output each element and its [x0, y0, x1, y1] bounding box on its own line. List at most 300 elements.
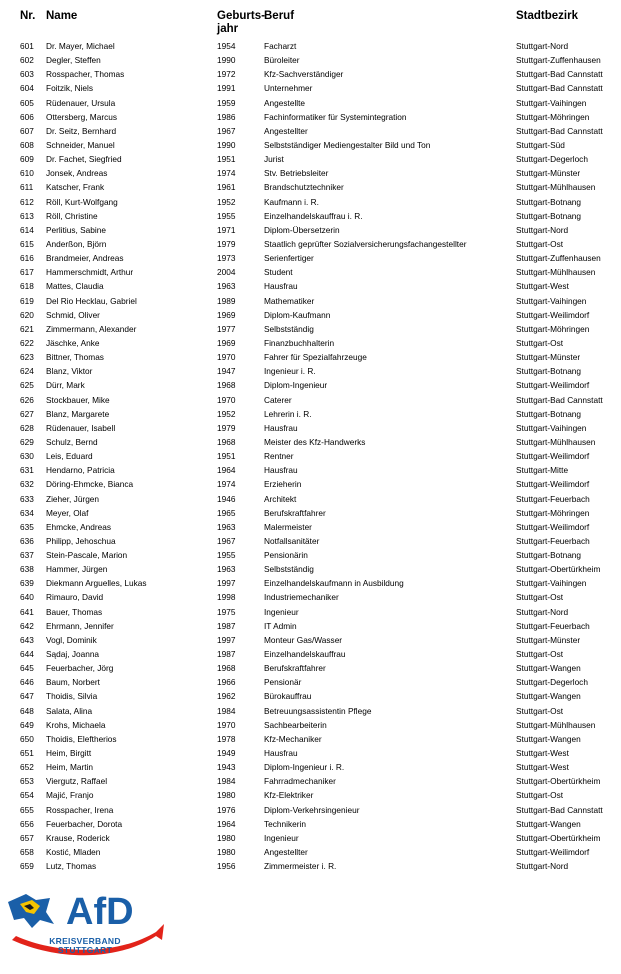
cell-name: Sądaj, Joanna — [46, 649, 100, 660]
cell-nr: 626 — [20, 394, 34, 405]
table-row — [0, 237, 621, 251]
cell-nr: 615 — [20, 238, 34, 249]
cell-name: Anderßon, Björn — [46, 238, 107, 249]
cell-occupation: Architekt — [264, 493, 297, 504]
cell-district: Stuttgart-Weilimdorf — [516, 479, 590, 490]
cell-birth-year: 1979 — [217, 238, 236, 249]
cell-nr: 648 — [20, 705, 34, 716]
cell-name: Röll, Kurt-Wolfgang — [46, 196, 118, 207]
cell-name: Ottersberg, Marcus — [46, 111, 118, 122]
table-row — [0, 265, 621, 279]
cell-birth-year: 1971 — [217, 224, 236, 235]
cell-birth-year: 1991 — [217, 83, 236, 94]
cell-nr: 635 — [20, 521, 34, 532]
cell-nr: 655 — [20, 804, 34, 815]
cell-birth-year: 1956 — [217, 861, 236, 872]
cell-district: Stuttgart-West — [516, 281, 569, 292]
cell-name: Lutz, Thomas — [46, 861, 97, 872]
table-row — [0, 774, 621, 788]
cell-occupation: Hausfrau — [264, 748, 298, 759]
cell-district: Stuttgart-Süd — [516, 139, 565, 150]
cell-birth-year: 1970 — [217, 394, 236, 405]
table-row — [0, 788, 621, 802]
cell-district: Stuttgart-Nord — [516, 861, 569, 872]
cell-nr: 659 — [20, 861, 34, 872]
cell-occupation: Mathematiker — [264, 295, 315, 306]
cell-district: Stuttgart-Botnang — [516, 550, 582, 561]
afd-wordmark: AfD — [66, 891, 134, 933]
cell-occupation: Kfz-Sachverständiger — [264, 69, 344, 80]
cell-nr: 622 — [20, 337, 34, 348]
cell-occupation: Fachinformatiker für Systemintegration — [264, 111, 407, 122]
cell-occupation: Ingenieur — [264, 832, 299, 843]
table-row — [0, 39, 621, 53]
cell-name: Rüdenauer, Ursula — [46, 97, 116, 108]
table-row — [0, 492, 621, 506]
cell-occupation: Pensionärin — [264, 550, 308, 561]
table-row — [0, 803, 621, 817]
cell-district: Stuttgart-Weilimdorf — [516, 309, 590, 320]
cell-nr: 641 — [20, 606, 34, 617]
cell-district: Stuttgart-Zuffenhausen — [516, 55, 601, 66]
cell-birth-year: 1946 — [217, 493, 236, 504]
cell-nr: 639 — [20, 578, 34, 589]
cell-occupation: Diplom-Kaufmann — [264, 309, 331, 320]
cell-occupation: Monteur Gas/Wasser — [264, 634, 343, 645]
cell-name: Ehrmann, Jennifer — [46, 620, 114, 631]
table-row — [0, 831, 621, 845]
cell-district: Stuttgart-Vaihingen — [516, 578, 587, 589]
cell-name: Philipp, Jehoschua — [46, 535, 116, 546]
cell-nr: 602 — [20, 55, 34, 66]
table-row — [0, 223, 621, 237]
cell-birth-year: 1973 — [217, 253, 236, 264]
cell-nr: 631 — [20, 465, 34, 476]
cell-occupation: Hausfrau — [264, 465, 298, 476]
cell-birth-year: 1943 — [217, 762, 236, 773]
table-row — [0, 393, 621, 407]
cell-name: Bittner, Thomas — [46, 352, 104, 363]
cell-occupation: Hausfrau — [264, 422, 298, 433]
header-birth-year-line2: jahr — [217, 23, 239, 35]
cell-district: Stuttgart-West — [516, 748, 569, 759]
cell-district: Stuttgart-Mühlhausen — [516, 436, 596, 447]
cell-district: Stuttgart-Weilimdorf — [516, 451, 590, 462]
cell-district: Stuttgart-Wangen — [516, 818, 581, 829]
cell-nr: 658 — [20, 847, 34, 858]
header-name: Name — [46, 10, 78, 22]
cell-birth-year: 1969 — [217, 309, 236, 320]
cell-name: Zimmermann, Alexander — [46, 323, 137, 334]
cell-birth-year: 1952 — [217, 408, 236, 419]
cell-birth-year: 1963 — [217, 281, 236, 292]
table-row — [0, 336, 621, 350]
cell-nr: 656 — [20, 818, 34, 829]
cell-name: Del Rio Hecklau, Gabriel — [46, 295, 137, 306]
cell-nr: 638 — [20, 564, 34, 575]
cell-birth-year: 1975 — [217, 606, 236, 617]
header-nr: Nr. — [20, 10, 36, 22]
cell-nr: 617 — [20, 267, 34, 278]
cell-nr: 629 — [20, 436, 34, 447]
cell-birth-year: 1970 — [217, 719, 236, 730]
cell-birth-year: 1969 — [217, 337, 236, 348]
cell-name: Foitzik, Niels — [46, 83, 94, 94]
cell-nr: 623 — [20, 352, 34, 363]
logo-line-kreisverband: KREISVERBAND — [49, 936, 121, 946]
cell-occupation: Meister des Kfz-Handwerks — [264, 436, 366, 447]
table-row — [0, 449, 621, 463]
table-row — [0, 760, 621, 774]
cell-birth-year: 1955 — [217, 550, 236, 561]
cell-birth-year: 1977 — [217, 323, 236, 334]
cell-name: Krohs, Michaela — [46, 719, 106, 730]
table-row — [0, 251, 621, 265]
cell-nr: 650 — [20, 733, 34, 744]
table-row — [0, 421, 621, 435]
cell-district: Stuttgart-Obertürkheim — [516, 832, 601, 843]
cell-nr: 632 — [20, 479, 34, 490]
cell-name: Feuerbacher, Jörg — [46, 663, 114, 674]
cell-birth-year: 1966 — [217, 677, 236, 688]
cell-birth-year: 1961 — [217, 182, 236, 193]
table-row — [0, 732, 621, 746]
cell-birth-year: 1965 — [217, 507, 236, 518]
cell-district: Stuttgart-Münster — [516, 634, 581, 645]
cell-district: Stuttgart-Ost — [516, 337, 564, 348]
cell-name: Diekmann Arguelles, Lukas — [46, 578, 147, 589]
cell-district: Stuttgart-Ost — [516, 705, 564, 716]
cell-nr: 642 — [20, 620, 34, 631]
table-row — [0, 138, 621, 152]
cell-name: Dr. Seitz, Bernhard — [46, 125, 117, 136]
cell-nr: 646 — [20, 677, 34, 688]
cell-birth-year: 1962 — [217, 691, 236, 702]
table-row — [0, 562, 621, 576]
cell-birth-year: 1997 — [217, 634, 236, 645]
table-row — [0, 364, 621, 378]
table-row — [0, 675, 621, 689]
cell-name: Hammerschmidt, Arthur — [46, 267, 134, 278]
cell-name: Majić, Franjo — [46, 790, 94, 801]
cell-nr: 652 — [20, 762, 34, 773]
cell-nr: 633 — [20, 493, 34, 504]
cell-name: Blanz, Viktor — [46, 366, 93, 377]
cell-nr: 611 — [20, 182, 34, 193]
cell-occupation: Notfallsanitäter — [264, 535, 320, 546]
cell-district: Stuttgart-Feuerbach — [516, 535, 590, 546]
cell-birth-year: 1949 — [217, 748, 236, 759]
cell-name: Heim, Martin — [46, 762, 94, 773]
cell-nr: 647 — [20, 691, 34, 702]
cell-nr: 628 — [20, 422, 34, 433]
table-row — [0, 322, 621, 336]
cell-occupation: Jurist — [264, 154, 284, 165]
cell-nr: 637 — [20, 550, 34, 561]
cell-birth-year: 1968 — [217, 380, 236, 391]
cell-nr: 608 — [20, 139, 34, 150]
cell-district: Stuttgart-Bad Cannstatt — [516, 83, 603, 94]
cell-birth-year: 1979 — [217, 422, 236, 433]
cell-name: Rüdenauer, Isabell — [46, 422, 116, 433]
cell-district: Stuttgart-Ost — [516, 238, 564, 249]
table-row — [0, 548, 621, 562]
cell-nr: 634 — [20, 507, 34, 518]
cell-occupation: Sachbearbeiterin — [264, 719, 327, 730]
cell-name: Schmid, Oliver — [46, 309, 100, 320]
cell-district: Stuttgart-Münster — [516, 352, 581, 363]
cell-nr: 609 — [20, 154, 34, 165]
cell-occupation: Selbstständig — [264, 564, 314, 575]
cell-occupation: Einzelhandelskauffrau — [264, 649, 346, 660]
cell-district: Stuttgart-Botnang — [516, 196, 582, 207]
cell-name: Kostić, Mladen — [46, 847, 101, 858]
cell-name: Röll, Christine — [46, 210, 98, 221]
table-row — [0, 746, 621, 760]
cell-name: Dr. Fachet, Siegfried — [46, 154, 122, 165]
cell-district: Stuttgart-Nord — [516, 224, 569, 235]
cell-district: Stuttgart-Wangen — [516, 733, 581, 744]
cell-name: Viergutz, Raffael — [46, 776, 108, 787]
table-row — [0, 53, 621, 67]
cell-name: Salata, Alina — [46, 705, 93, 716]
cell-birth-year: 1990 — [217, 139, 236, 150]
cell-birth-year: 1974 — [217, 479, 236, 490]
table-row — [0, 661, 621, 675]
cell-occupation: Diplom-Ingenieur i. R. — [264, 762, 345, 773]
cell-nr: 649 — [20, 719, 34, 730]
cell-occupation: Technikerin — [264, 818, 306, 829]
cell-name: Leis, Eduard — [46, 451, 93, 462]
cell-nr: 621 — [20, 323, 34, 334]
cell-district: Stuttgart-Botnang — [516, 408, 582, 419]
table-row — [0, 435, 621, 449]
cell-occupation: Diplom-Übersetzerin — [264, 224, 340, 235]
table-row — [0, 195, 621, 209]
cell-nr: 604 — [20, 83, 34, 94]
cell-nr: 657 — [20, 832, 34, 843]
cell-occupation: Erzieherin — [264, 479, 302, 490]
cell-nr: 643 — [20, 634, 34, 645]
cell-birth-year: 1984 — [217, 705, 236, 716]
cell-district: Stuttgart-Ost — [516, 592, 564, 603]
table-row — [0, 152, 621, 166]
table-row — [0, 124, 621, 138]
cell-birth-year: 1963 — [217, 521, 236, 532]
cell-occupation: Unternehmer — [264, 83, 313, 94]
cell-occupation: Caterer — [264, 394, 292, 405]
table-row — [0, 463, 621, 477]
cell-district: Stuttgart-Vaihingen — [516, 295, 587, 306]
cell-occupation: Kfz-Elektriker — [264, 790, 314, 801]
cell-nr: 651 — [20, 748, 34, 759]
cell-name: Thoidis, Silvia — [46, 691, 98, 702]
cell-district: Stuttgart-Mühlhausen — [516, 719, 596, 730]
cell-district: Stuttgart-Münster — [516, 168, 581, 179]
cell-district: Stuttgart-Nord — [516, 606, 569, 617]
table-row — [0, 576, 621, 590]
cell-name: Jäschke, Anke — [46, 337, 100, 348]
cell-name: Dr. Mayer, Michael — [46, 41, 115, 51]
cell-name: Heim, Birgitt — [46, 748, 92, 759]
cell-occupation: Hausfrau — [264, 281, 298, 292]
cell-nr: 607 — [20, 125, 34, 136]
cell-occupation: Selbstständiger Mediengestalter Bild und Ton — [264, 139, 431, 150]
cell-district: Stuttgart-Ost — [516, 649, 564, 660]
cell-occupation: Kaufmann i. R. — [264, 196, 319, 207]
cell-occupation: Einzelhandelskaufmann in Ausbildung — [264, 578, 404, 589]
table-row — [0, 859, 621, 873]
cell-district: Stuttgart-Vaihingen — [516, 97, 587, 108]
cell-district: Stuttgart-Weilimdorf — [516, 847, 590, 858]
cell-birth-year: 1947 — [217, 366, 236, 377]
cell-name: Rosspacher, Thomas — [46, 69, 125, 80]
cell-occupation: Diplom-Ingenieur — [264, 380, 328, 391]
cell-district: Stuttgart-Bad Cannstatt — [516, 125, 603, 136]
table-row — [0, 378, 621, 392]
cell-name: Brandmeier, Andreas — [46, 253, 124, 264]
cell-nr: 636 — [20, 535, 34, 546]
cell-occupation: Rentner — [264, 451, 294, 462]
cell-nr: 653 — [20, 776, 34, 787]
cell-birth-year: 1972 — [217, 69, 236, 80]
table-row — [0, 534, 621, 548]
cell-name: Schneider, Manuel — [46, 139, 115, 150]
cell-occupation: Finanzbuchhalterin — [264, 337, 335, 348]
cell-name: Degler, Steffen — [46, 55, 101, 66]
header-birth-year-line1: Geburts- — [217, 10, 265, 22]
cell-birth-year: 1987 — [217, 649, 236, 660]
cell-district: Stuttgart-Ost — [516, 790, 564, 801]
table-row — [0, 817, 621, 831]
cell-birth-year: 1968 — [217, 436, 236, 447]
table-row — [0, 294, 621, 308]
cell-birth-year: 1990 — [217, 55, 236, 66]
cell-district: Stuttgart-Bad Cannstatt — [516, 69, 603, 80]
cell-name: Jonsek, Andreas — [46, 168, 108, 179]
cell-birth-year: 1955 — [217, 210, 236, 221]
cell-name: Hendarno, Patricia — [46, 465, 115, 476]
cell-district: Stuttgart-Wangen — [516, 663, 581, 674]
cell-occupation: Einzelhandelskauffrau i. R. — [264, 210, 363, 221]
cell-occupation: Kfz-Mechaniker — [264, 733, 322, 744]
cell-occupation: Stv. Betriebsleiter — [264, 168, 329, 179]
cell-district: Stuttgart-Bad Cannstatt — [516, 394, 603, 405]
cell-birth-year: 1980 — [217, 832, 236, 843]
cell-nr: 601 — [20, 41, 34, 51]
cell-district: Stuttgart-Nord — [516, 41, 569, 51]
table-row — [0, 689, 621, 703]
table-row — [0, 67, 621, 81]
table-row — [0, 350, 621, 364]
cell-birth-year: 1952 — [217, 196, 236, 207]
table-row — [0, 110, 621, 124]
cell-district: Stuttgart-Botnang — [516, 366, 582, 377]
cell-district: Stuttgart-Weilimdorf — [516, 380, 590, 391]
table-row — [0, 209, 621, 223]
cell-name: Ehmcke, Andreas — [46, 521, 112, 532]
cell-name: Stein-Pascale, Marion — [46, 550, 128, 561]
cell-name: Meyer, Olaf — [46, 507, 89, 518]
cell-birth-year: 1951 — [217, 154, 236, 165]
cell-birth-year: 1987 — [217, 620, 236, 631]
table-row — [0, 619, 621, 633]
cell-birth-year: 1968 — [217, 663, 236, 674]
cell-name: Rimauro, David — [46, 592, 104, 603]
table-row — [0, 180, 621, 194]
cell-birth-year: 1954 — [217, 41, 236, 51]
cell-birth-year: 1964 — [217, 818, 236, 829]
cell-occupation: IT Admin — [264, 620, 297, 631]
cell-birth-year: 1980 — [217, 847, 236, 858]
cell-nr: 640 — [20, 592, 34, 603]
header-birth-year — [217, 10, 265, 36]
logo-line-stuttgart: STUTTGART — [57, 945, 113, 955]
cell-nr: 605 — [20, 97, 34, 108]
cell-occupation: Angestellter — [264, 847, 308, 858]
cell-occupation: Büroleiter — [264, 55, 300, 66]
table-row — [0, 704, 621, 718]
cell-name: Rosspacher, Irena — [46, 804, 114, 815]
cell-name: Vogl, Dominik — [46, 634, 97, 645]
cell-district: Stuttgart-Botnang — [516, 210, 582, 221]
cell-nr: 644 — [20, 649, 34, 660]
cell-occupation: Angestellte — [264, 97, 306, 108]
cell-nr: 618 — [20, 281, 34, 292]
cell-district: Stuttgart-West — [516, 762, 569, 773]
cell-nr: 654 — [20, 790, 34, 801]
cell-nr: 625 — [20, 380, 34, 391]
table-row — [0, 647, 621, 661]
cell-birth-year: 1978 — [217, 733, 236, 744]
cell-nr: 603 — [20, 69, 34, 80]
table-row — [0, 845, 621, 859]
cell-occupation: Diplom-Verkehrsingenieur — [264, 804, 360, 815]
cell-nr: 620 — [20, 309, 34, 320]
cell-name: Blanz, Margarete — [46, 408, 110, 419]
cell-nr: 612 — [20, 196, 34, 207]
table-row — [0, 590, 621, 604]
cell-nr: 606 — [20, 111, 34, 122]
table-row — [0, 308, 621, 322]
table-row — [0, 96, 621, 110]
cell-birth-year: 1967 — [217, 535, 236, 546]
cell-district: Stuttgart-Wangen — [516, 691, 581, 702]
cell-birth-year: 1963 — [217, 564, 236, 575]
cell-occupation: Pensionär — [264, 677, 302, 688]
cell-occupation: Bürokauffrau — [264, 691, 312, 702]
cell-district: Stuttgart-Vaihingen — [516, 422, 587, 433]
cell-occupation: Ingenieur i. R. — [264, 366, 316, 377]
cell-occupation: Facharzt — [264, 41, 297, 51]
cell-district: Stuttgart-Zuffenhausen — [516, 253, 601, 264]
cell-nr: 613 — [20, 210, 34, 221]
cell-occupation: Fahrer für Spezialfahrzeuge — [264, 352, 367, 363]
header-occupation: Beruf — [264, 10, 295, 22]
cell-name: Schulz, Bernd — [46, 436, 98, 447]
cell-occupation: Fahrradmechaniker — [264, 776, 336, 787]
cell-nr: 624 — [20, 366, 34, 377]
cell-name: Feuerbacher, Dorota — [46, 818, 123, 829]
cell-occupation: Student — [264, 267, 293, 278]
cell-district: Stuttgart-Degerloch — [516, 154, 588, 165]
cell-birth-year: 1974 — [217, 168, 236, 179]
cell-district: Stuttgart-Degerloch — [516, 677, 588, 688]
cell-name: Bauer, Thomas — [46, 606, 103, 617]
afd-logo — [6, 884, 176, 964]
cell-occupation: Ingenieur — [264, 606, 299, 617]
cell-district: Stuttgart-Obertürkheim — [516, 564, 601, 575]
